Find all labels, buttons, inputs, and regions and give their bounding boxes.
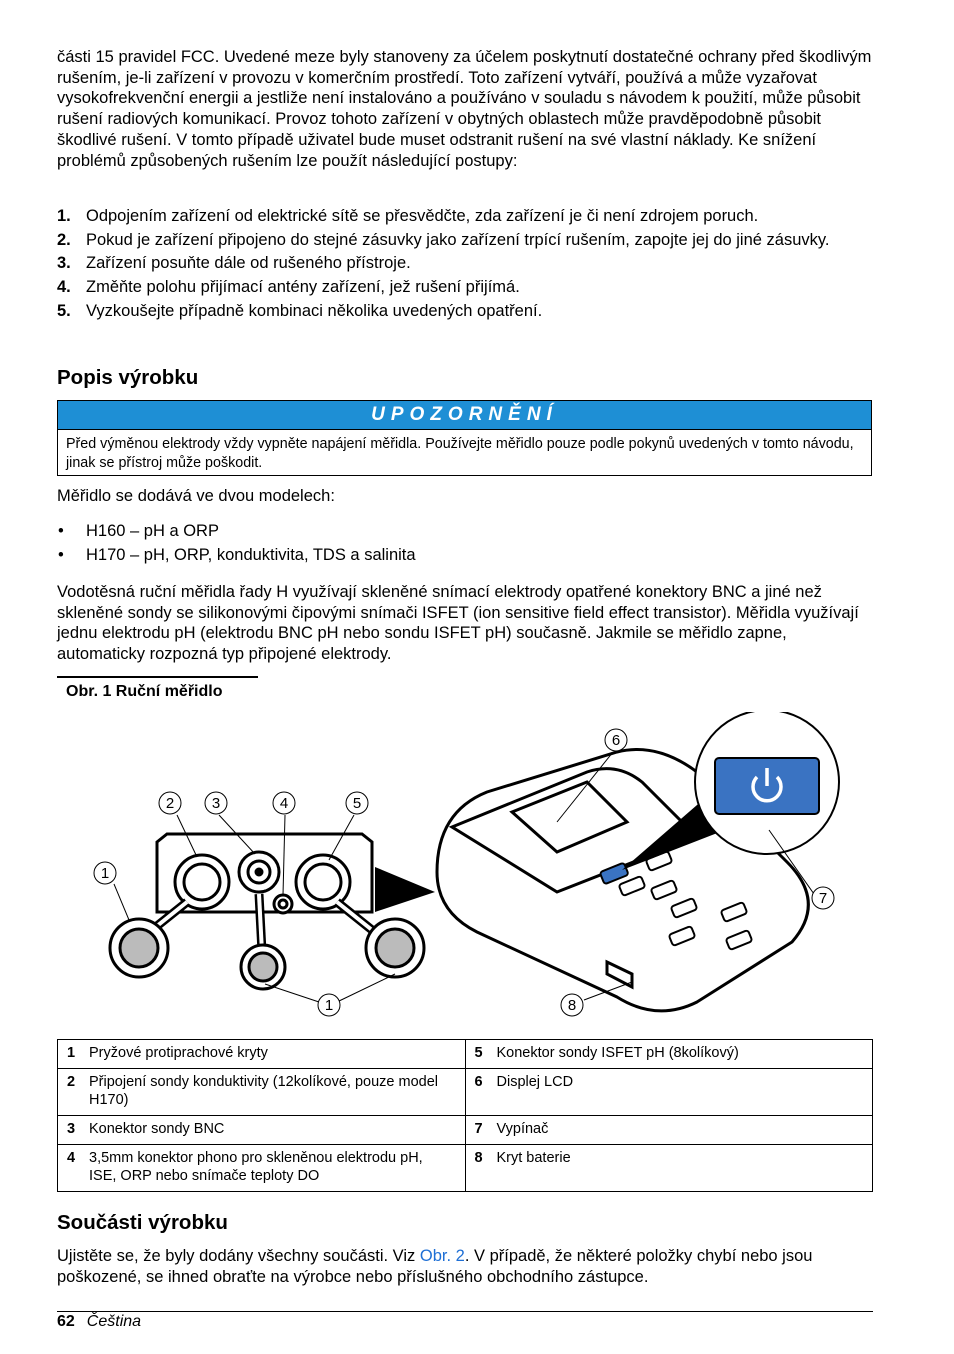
power-button-detail (695, 712, 839, 854)
legend-number: 4 (67, 1150, 76, 1166)
list-item (57, 301, 877, 322)
models-intro: Měřidlo se dodává ve dvou modelech: (57, 487, 335, 505)
figure-2-link[interactable]: Obr. 2 (419, 1247, 465, 1265)
table-row (58, 1116, 873, 1145)
step-number: 2. (57, 230, 71, 249)
table-row (58, 1145, 873, 1192)
page-number: 62 (57, 1313, 75, 1330)
legend-cell (465, 1145, 873, 1192)
legend-text: Kryt baterie (496, 1150, 571, 1166)
intro-paragraph: části 15 pravidel FCC. Uvedené meze byly stanoveny za účelem poskytnutí dostatečné ochrany před škodlivým rušením, je-li zařízení v provozu v komerčním prostředí. Toto zařízení vytváří, používá a může vyzařovat vysokofrekvenční energii a jestliže není instalováno a používáno v souladu s návodem k použití, může působit rušení radiových komunikací. Provoz tohoto zařízení v obytných oblastech může pravděpodobně působit škodlivé rušení. V tomto případě uživatel bude muset odstranit rušení na své vlastní náklady. Ke snížení problémů způsobených rušením lze použít následující postupy: (57, 48, 872, 170)
legend-cell (465, 1116, 873, 1145)
callout-label: 5 (352, 795, 362, 812)
section-title: Součásti výrobku (57, 1211, 228, 1234)
page-footer (57, 1313, 141, 1331)
legend-cell (58, 1069, 466, 1116)
figure-title: Obr. 1 Ruční měřidlo (57, 676, 258, 701)
legend-cell (58, 1040, 466, 1069)
legend-text: Displej LCD (496, 1074, 574, 1090)
warning-label: UPOZORNĚNÍ (58, 401, 871, 429)
legend-text: Konektor sondy BNC (89, 1121, 225, 1137)
components-text: Ujistěte se, že byly dodány všechny součásti. Viz (57, 1247, 420, 1265)
legend-number: 2 (67, 1074, 76, 1090)
bullet: • (58, 545, 64, 564)
steps-list (57, 206, 877, 325)
description-paragraph: Vodotěsná ruční měřidla řady H využívají skleněné snímací elektrody opatřené konektory BNC a jiné než skleněné sondy se silikonovými čipovými snímači ISFET (ion sensitive field effect transistor). Měřidla využívají jednu elektrodu pH (elektrodu BNC pH nebo sondu ISFET pH) současně. Jakmile se měřidlo zapne, automaticky rozpozná typ připojené elektrody. (57, 583, 859, 664)
step-text: Pokud je zařízení připojeno do stejné zásuvky jako zařízení trpící rušením, zapojte jej do jiné zásuvky. (86, 230, 830, 249)
legend-number: 8 (474, 1150, 483, 1166)
step-number: 3. (57, 254, 71, 273)
callout-label: 1 (324, 997, 334, 1014)
legend-text: Konektor sondy ISFET pH (8kolíkový) (496, 1045, 739, 1061)
callout-label: 1 (100, 865, 110, 882)
models-list (57, 521, 877, 568)
legend-text: Pryžové protiprachové kryty (89, 1045, 268, 1061)
meter-illustration (57, 712, 873, 1028)
legend-cell (465, 1069, 873, 1116)
list-item (57, 277, 877, 298)
callout-label: 7 (818, 890, 828, 907)
legend-text: 3,5mm konektor phono pro skleněnou elektrodu pH, ISE, ORP nebo snímače teploty DO (89, 1150, 423, 1184)
step-text: Odpojením zařízení od elektrické sítě se přesvědčte, zda zařízení je či není zdrojem poruch. (86, 207, 759, 225)
list-item (57, 230, 877, 251)
callout-label: 4 (279, 795, 289, 812)
model-text: H160 – pH a ORP (86, 522, 219, 540)
step-text: Vyzkoušejte případně kombinaci několika uvedených opatření. (86, 301, 543, 320)
callout-label: 2 (165, 795, 175, 812)
legend-number: 1 (67, 1045, 76, 1061)
step-number: 4. (57, 278, 71, 297)
components-paragraph (57, 1246, 877, 1287)
legend-cell (58, 1116, 466, 1145)
step-text: Zařízení posuňte dále od rušeného přístroje. (86, 254, 411, 273)
section-title: Popis výrobku (57, 366, 199, 389)
figure-legend-table (57, 1039, 873, 1192)
components-text: . V případě, že některé položky chybí nebo jsou poškozené, se ihned obraťte na výrobce nebo příslušného obchodního zástupce. (57, 1247, 813, 1286)
legend-number: 6 (474, 1074, 483, 1090)
list-item (57, 521, 877, 542)
callout-label: 3 (211, 795, 221, 812)
table-row (58, 1069, 873, 1116)
footer-language: Čeština (86, 1313, 142, 1330)
list-item (57, 545, 877, 566)
list-item (57, 253, 877, 274)
legend-number: 3 (67, 1121, 76, 1137)
dust-caps (110, 919, 424, 989)
callout-label: 8 (567, 997, 577, 1014)
table-row (58, 1040, 873, 1069)
model-text: H170 – pH, ORP, konduktivita, TDS a salinita (86, 545, 416, 564)
callout-label: 6 (611, 732, 621, 749)
bullet: • (58, 522, 64, 540)
step-text: Změňte polohu přijímací antény zařízení, jež rušení přijímá. (86, 278, 520, 297)
legend-text: Vypínač (496, 1121, 549, 1137)
step-number: 5. (57, 301, 71, 320)
legend-text: Připojení sondy konduktivity (12kolíkové, pouze model H170) (89, 1074, 438, 1108)
list-item (57, 206, 877, 227)
footer-divider (57, 1311, 873, 1312)
warning-box (57, 400, 872, 476)
legend-number: 5 (474, 1045, 483, 1061)
step-number: 1. (57, 207, 71, 225)
legend-cell (58, 1145, 466, 1192)
legend-cell (465, 1040, 873, 1069)
warning-text: Před výměnou elektrody vždy vypněte napájení měřidla. Používejte měřidlo pouze podle pokynů uvedených v tomto návodu, jinak se přístroj může poškodit. (58, 429, 871, 477)
legend-number: 7 (474, 1121, 483, 1137)
